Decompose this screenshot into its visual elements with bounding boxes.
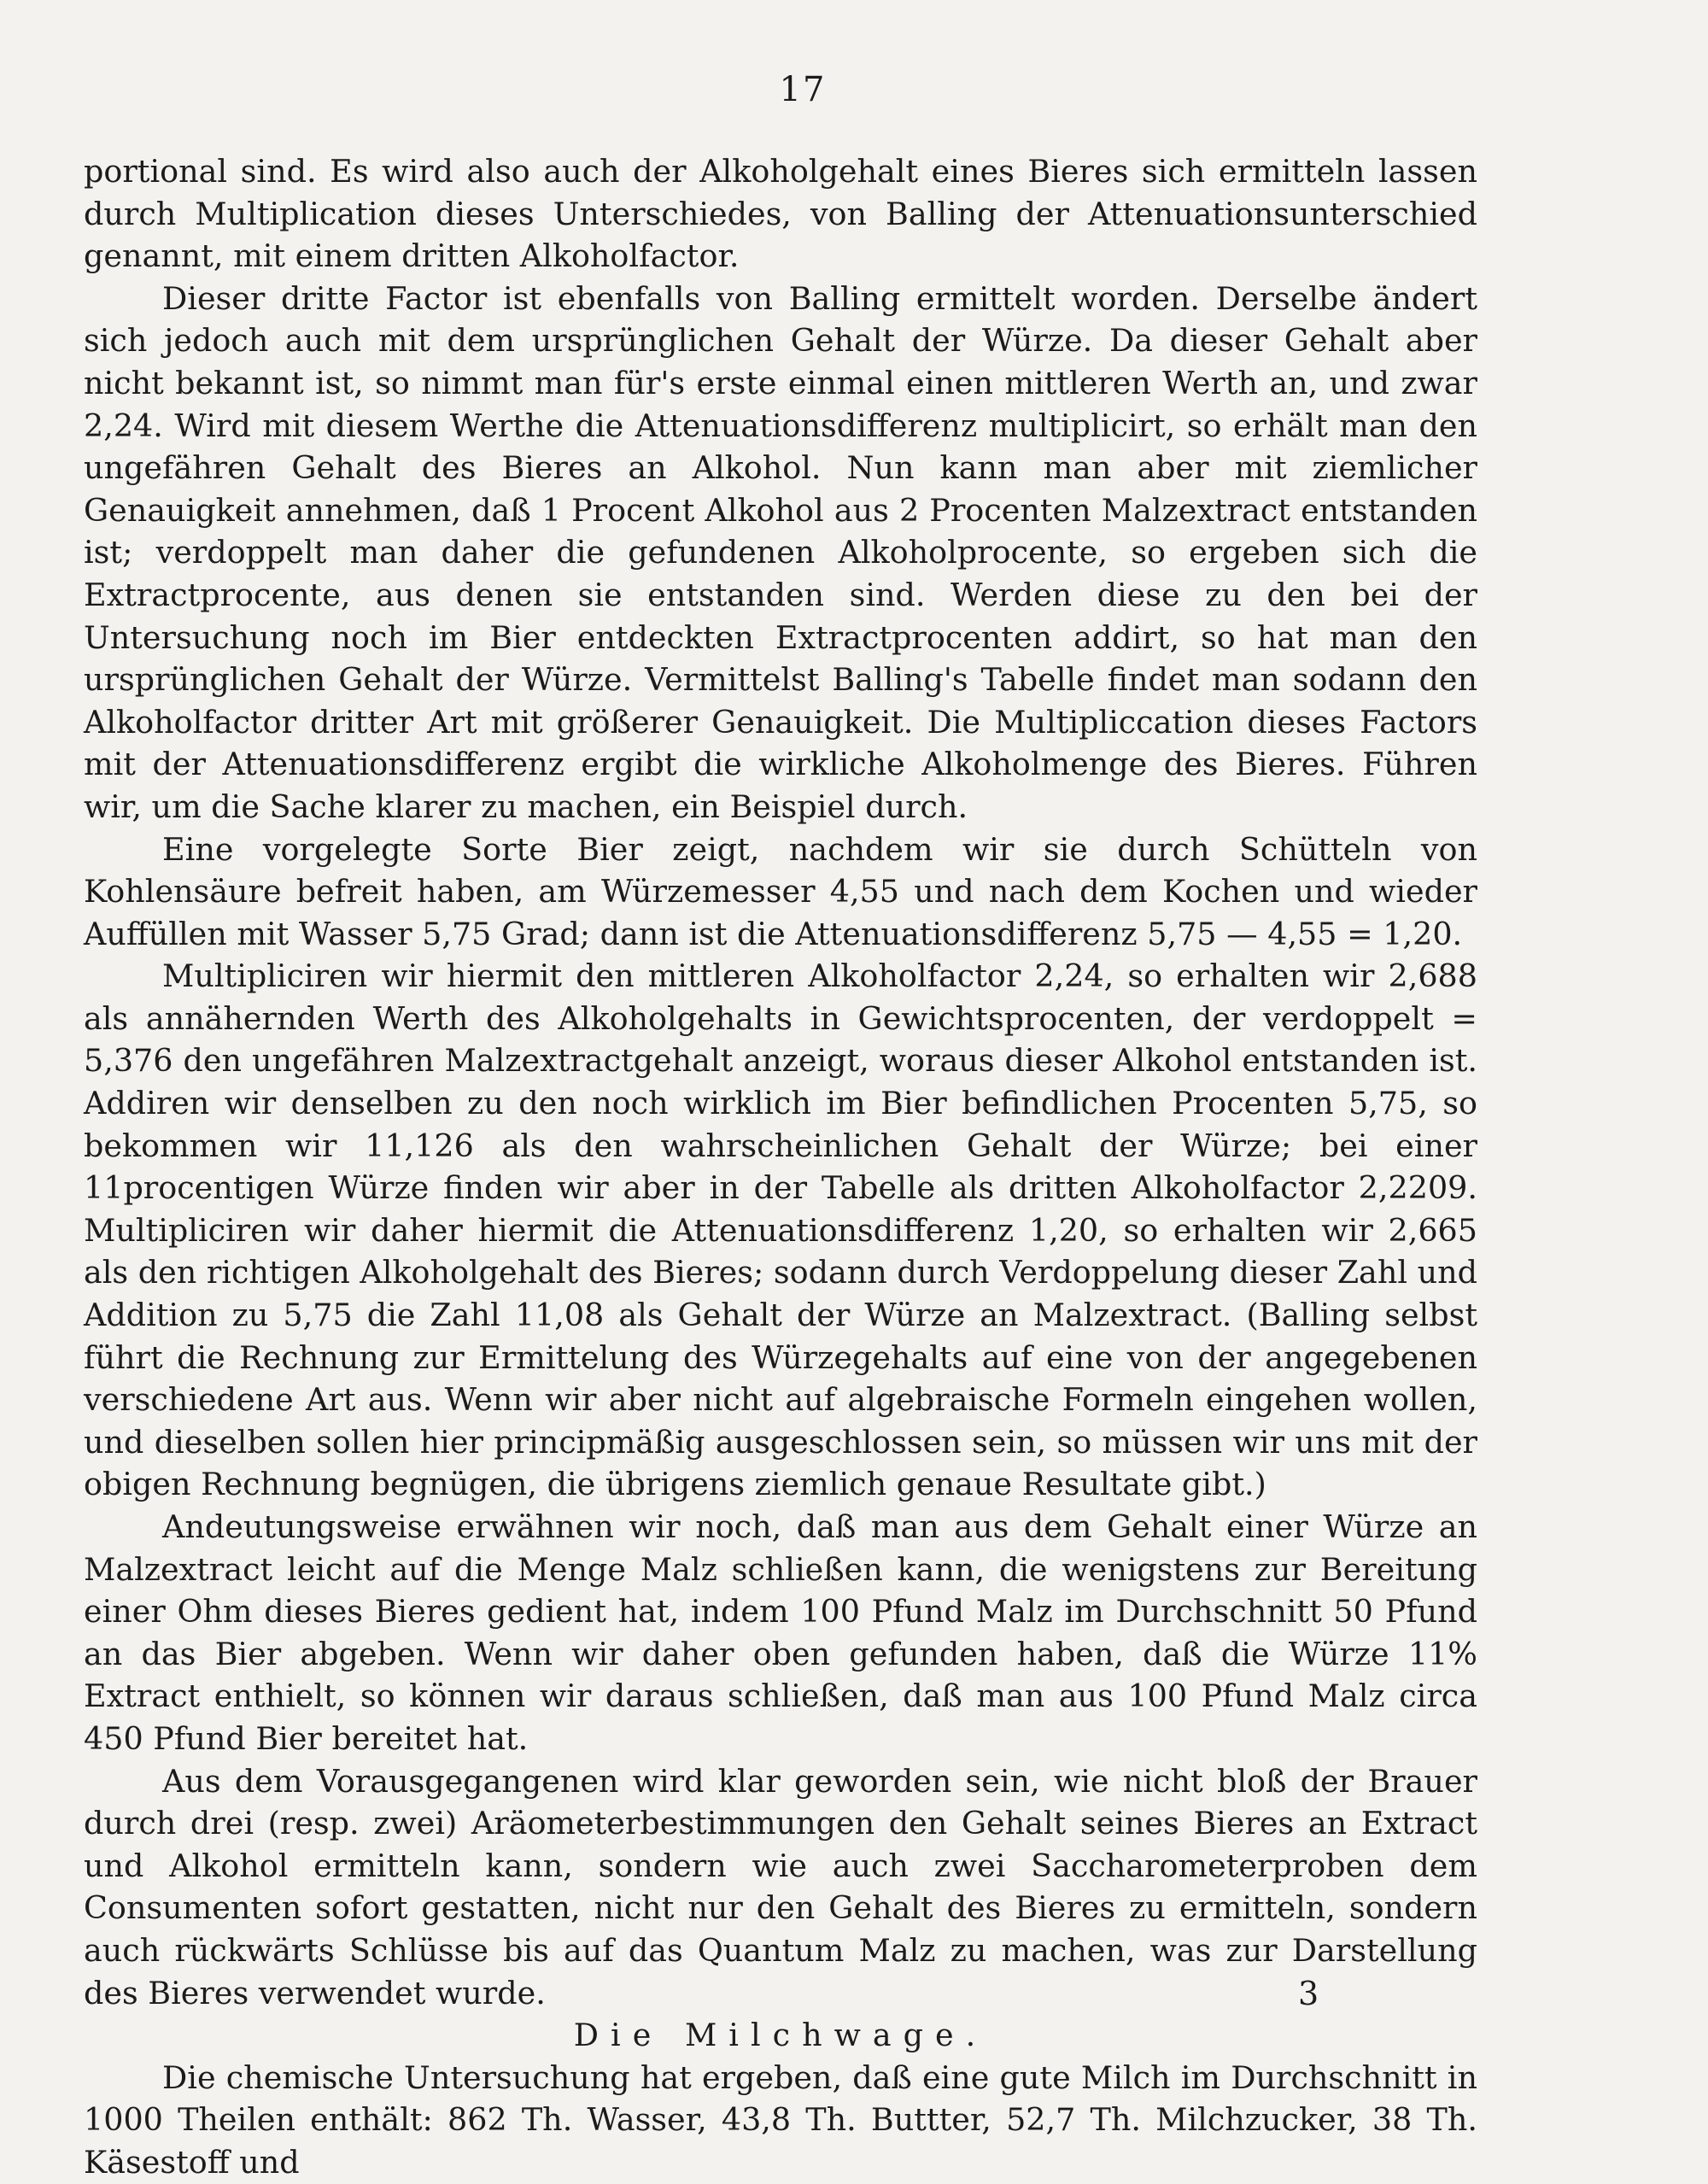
- paragraph-malt-quantity: Andeutungsweise erwähnen wir noch, daß man aus dem Gehalt einer Würze an Malzextract leicht auf die Menge Malz schließen kann, die wenigstens zur Bereitung einer Ohm dieses Bieres gedient hat, indem 100 Pfund Malz im Durchschnitt 50 Pfund an das Bier abgeben. Wenn wir daher oben gefunden haben, daß die Würze 11% Extract enthielt, so können wir daraus schließen, daß man aus 100 Pfund Malz circa 450 Pfund Bier bereitet hat.: [84, 1508, 1477, 1757]
- paragraph-continuation: portional sind. Es wird also auch der Alkoholgehalt eines Bieres sich ermitteln lassen durch Multiplication dieses Unterschiedes, von Balling der Attenuationsunterschied genannt, mit einem dritten Alkoholfactor.: [84, 153, 1477, 275]
- paragraph-milk-composition: Die chemische Untersuchung hat ergeben, daß eine gute Milch im Durchschnitt in 1000 Theilen enthält: 862 Th. Wasser, 43,8 Th. Buttter, 52,7 Th. Milchzucker, 38 Th. Käsestoff und: [84, 2058, 1477, 2181]
- page-number: 17: [779, 70, 827, 109]
- signature-mark: 3: [1298, 1975, 1319, 2012]
- paragraph-third-factor: Dieser dritte Factor ist ebenfalls von Balling ermittelt worden. Derselbe ändert sich jedoch auch mit dem ursprünglichen Gehalt der Würze. Da dieser Gehalt aber nicht bekannt ist, so nimmt man für's erste einmal einen mittleren Werth an, und zwar 2,24. Wird mit diesem Werthe die Attenuationsdifferenz multiplicirt, so erhält man den ungefähren Gehalt des Bieres an Alkohol. Nun kann man aber mit ziemlicher Genauigkeit annehmen, daß 1 Procent Alkohol aus 2 Procenten Malzextract entstanden ist; verdoppelt man daher die gefundenen Alkoholprocente, so ergeben sich die Extractprocente, aus denen sie entstanden sind. Werden diese zu den bei der Untersuchung noch im Bier entdeckten Extractprocenten addirt, so hat man den ursprünglichen Gehalt der Würze. Vermittelst Balling's Tabelle findet man sodann den Alkoholfactor dritter Art mit größerer Genauigkeit. Die Multipliccation dieses Factors mit der Attenuationsdifferenz ergibt die wirkliche Alkoholmenge des Bieres. Führen wir, um die Sache klarer zu machen, ein Beispiel durch.: [84, 279, 1477, 825]
- paragraph-example: Eine vorgelegte Sorte Bier zeigt, nachdem wir sie durch Schütteln von Kohlensäure befreit haben, am Würzemesser 4,55 und nach dem Kochen und wieder Auffüllen mit Wasser 5,75 Grad; dann ist die Attenuationsdifferenz 5,75 — 4,55 = 1,20.: [84, 830, 1477, 952]
- paragraph-calculation: Multipliciren wir hiermit den mittleren Alkoholfactor 2,24, so erhalten wir 2,688 als annähernden Werth des Alkoholgehalts in Gewichtsprocenten, der verdoppelt = 5,376 den ungefähren Malzextractgehalt anzeigt, woraus dieser Alkohol entstanden ist. Addiren wir denselben zu den noch wirklich im Bier befindlichen Procenten 5,75, so bekommen wir 11,126 als den wahrscheinlichen Gehalt der Würze; bei einer 11procentigen Würze finden wir aber in der Tabelle als dritten Alkoholfactor 2,2209. Multipliciren wir daher hiermit die Attenuationsdifferenz 1,20, so erhalten wir 2,665 als den richtigen Alkoholgehalt des Bieres; sodann durch Verdoppelung dieser Zahl und Addition zu 5,75 die Zahl 11,08 als Gehalt der Würze an Malzextract. (Balling selbst führt die Rechnung zur Ermittelung des Würzegehalts auf eine von der angegebenen verschiedene Art aus. Wenn wir aber nicht auf algebraische Formeln eingehen wollen, und dieselben sollen hier principmäßig ausgeschlossen sein, so müssen wir uns mit der obigen Rechnung begnügen, die übrigens ziemlich genaue Resultate gibt.): [84, 957, 1477, 1503]
- body-text: [84, 150, 1477, 2184]
- paragraph-conclusion: Aus dem Vorausgegangenen wird klar geworden sein, wie nicht bloß der Brauer durch drei (resp. zwei) Aräometerbestimmungen den Gehalt seines Bieres an Extract und Alkohol ermitteln kann, sondern wie auch zwei Saccharometerproben dem Consumenten sofort gestatten, nicht nur den Gehalt des Bieres zu ermitteln, sondern auch rückwärts Schlüsse bis auf das Quantum Malz zu machen, was zur Darstellung des Bieres verwendet wurde.: [84, 1762, 1477, 2011]
- section-heading: Die Milchwage.: [573, 2017, 988, 2054]
